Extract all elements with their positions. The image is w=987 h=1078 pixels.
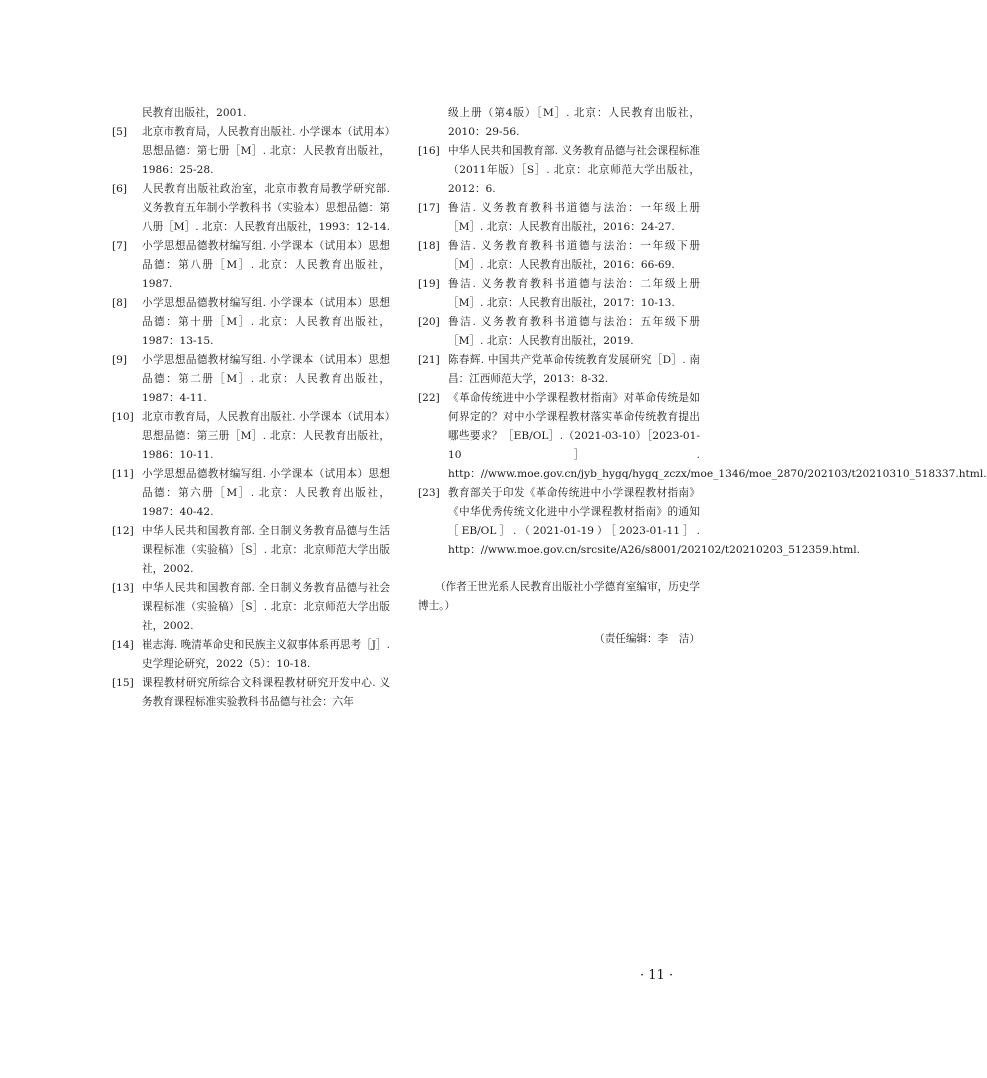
reference-item [112,351,390,408]
reference-number: [22] [418,392,440,404]
reference-text: 中华人民共和国教育部. 全日制义务教育品德与生活课程标准（实验稿）［S］. 北京：北京师范大学出版社，2002. [142,525,390,575]
reference-item [418,484,860,560]
reference-item [112,104,390,123]
reference-number: [21] [418,354,440,366]
reference-number: [6] [112,183,128,195]
reference-text: 鲁洁. 义务教育教科书道德与法治：五年级下册［M］. 北京：人民教育出版社，2019. [448,316,700,347]
reference-item [112,237,390,294]
reference-item [418,389,987,484]
reference-text: 小学思想品德教材编写组. 小学课本（试用本）思想品德：第十册［M］. 北京：人民教育出版社，1987：13-15. [142,297,390,347]
reference-number: [8] [112,297,128,309]
reference-item [112,579,390,636]
reference-text: 教育部关于印发《革命传统进中小学课程教材指南》《中华优秀传统文化进中小学课程教材指南》的通知［EB/OL］.（2021-01-19）［2023-01-11］. http：//www.moe.gov.cn/srcsite/A26/s8001/202102/t20210203_512359.html. [448,487,860,556]
reference-text: 人民教育出版社政治室，北京市教育局教学研究部. 义务教育五年制小学教科书（实验本）思想品德：第八册［M］. 北京：人民教育出版社，1993：12-14. [142,183,390,233]
author-note: （作者王世光系人民教育出版社小学德育室编审，历史学博士。） [418,581,700,612]
reference-text: 北京市教育局，人民教育出版社. 小学课本（试用本）思想品德：第七册［M］. 北京：人民教育出版社，1986：25-28. [142,126,390,176]
reference-text: 鲁洁. 义务教育教科书道德与法治：一年级上册［M］. 北京：人民教育出版社，2016：24-27. [448,202,700,233]
reference-item [418,275,700,313]
reference-item [418,199,700,237]
reference-item [418,104,700,142]
reference-number: [13] [112,582,134,594]
reference-text: 小学思想品德教材编写组. 小学课本（试用本）思想品德：第八册［M］. 北京：人民教育出版社，1987. [142,240,390,290]
reference-item [112,674,390,712]
reference-item [418,351,700,389]
reference-number: [17] [418,202,440,214]
reference-item [418,142,700,199]
reference-number: [23] [418,487,440,499]
right-column [418,104,987,660]
reference-list-right [418,104,987,560]
page-number: · 11 · [640,968,674,983]
reference-text: 级上册（第4版）［M］. 北京：人民教育出版社，2010：29-56. [448,107,700,138]
reference-number: [16] [418,145,440,157]
reference-text: 中华人民共和国教育部. 义务教育品德与社会课程标准（2011年版）［S］. 北京：北京师范大学出版社，2012：6. [448,145,700,195]
editor-note: （责任编辑：李 洁） [594,633,700,645]
reference-text: 民教育出版社，2001. [142,107,247,119]
reference-text: 中华人民共和国教育部. 全日制义务教育品德与社会课程标准（实验稿）［S］. 北京：北京师范大学出版社，2002. [142,582,390,632]
reference-item [112,123,390,180]
reference-number: [18] [418,240,440,252]
reference-number: [20] [418,316,440,328]
reference-text: 鲁洁. 义务教育教科书道德与法治：一年级下册［M］. 北京：人民教育出版社，2016：66-69. [448,240,700,271]
reference-text: 北京市教育局，人民教育出版社. 小学课本（试用本）思想品德：第三册［M］. 北京：人民教育出版社，1986：10-11. [142,411,390,461]
reference-item [112,294,390,351]
reference-number: [12] [112,525,134,537]
reference-text: 崔志海. 晚清革命史和民族主义叙事体系再思考［J］. 史学理论研究，2022（5）：10-18. [142,639,390,670]
reference-item [112,180,390,237]
reference-text: 课程教材研究所综合文科课程教材研究开发中心. 义务教育课程标准实验教科书品德与社会：六年 [142,677,390,708]
reference-number: [10] [112,411,134,423]
reference-number: [11] [112,468,134,480]
reference-text: 鲁洁. 义务教育教科书道德与法治：二年级上册［M］. 北京：人民教育出版社，2017：10-13. [448,278,700,309]
reference-item [112,522,390,579]
reference-number: [19] [418,278,440,290]
left-column [112,104,390,712]
reference-text: 小学思想品德教材编写组. 小学课本（试用本）思想品德：第六册［M］. 北京：人民教育出版社，1987：40-42. [142,468,390,518]
reference-item [418,237,700,275]
reference-text: 陈春辉. 中国共产党革命传统教育发展研究［D］. 南昌：江西师范大学，2013：8-32. [448,354,700,385]
reference-number: [5] [112,126,128,138]
reference-text: 小学思想品德教材编写组. 小学课本（试用本）思想品德：第二册［M］. 北京：人民教育出版社，1987：4-11. [142,354,390,404]
reference-item [418,313,700,351]
reference-item [112,408,390,465]
reference-item [112,465,390,522]
reference-number: [9] [112,354,128,366]
reference-number: [7] [112,240,128,252]
reference-number: [14] [112,639,134,651]
reference-number: [15] [112,677,134,689]
reference-item [112,636,390,674]
reference-text: 《革命传统进中小学课程教材指南》对革命传统是如何界定的？对中小学课程教材落实革命传统教育提出哪些要求？［EB/OL］.（2021-03-10）［2023-01-10］. http：//www.moe.gov.cn/jyb_hygq/hygq_zczx/moe_1346/moe_2870/202103/t20210310_518337.html. [448,392,987,480]
